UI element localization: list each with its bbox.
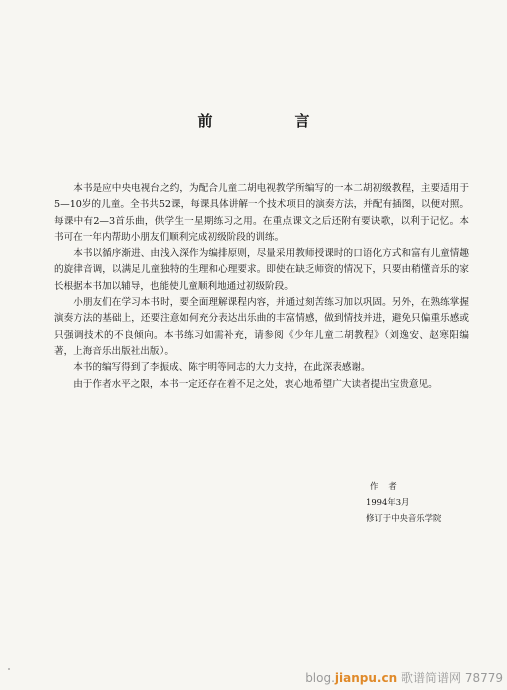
paragraph-5: 由于作者水平之限，本书一定还存在着不足之处，衷心地希望广大读者提出宝贵意见。	[73, 378, 438, 390]
scan-speck	[8, 668, 10, 670]
watermark-label: 歌谱简谱网	[400, 671, 461, 685]
paragraph-4: 本书的编写得到了李振成、陈宇明等同志的大力支持，在此深表感谢。	[73, 362, 371, 374]
preface-body	[54, 181, 469, 393]
title-char-1: 前	[197, 112, 213, 130]
watermark-prefix: blog.	[305, 671, 335, 685]
signature-block	[366, 478, 441, 526]
title-char-2: 言	[294, 112, 310, 130]
watermark-number: 78779	[464, 671, 503, 685]
signature-author: 作者	[370, 481, 407, 491]
signature-note: 修订于中央音乐学院	[366, 513, 442, 523]
signature-date: 1994年3月	[366, 497, 410, 507]
paragraph-2: 本书以循序渐进、由浅入深作为编排原则，尽量采用教师授课时的口语化方式和富有儿童情趣的旋律音调，以满足儿童独特的生理和心理要求。即使在缺乏师资的情况下，只要由稍懂音乐的家长根据本书加以辅导，也能使儿童顺利地通过初级阶段。	[54, 248, 469, 292]
page-title	[0, 110, 507, 131]
watermark	[305, 669, 503, 686]
paragraph-3: 小朋友们在学习本书时，要全面理解课程内容，并通过刻苦练习加以巩固。另外，在熟练掌握演奏方法的基础上，还要注意如何充分表达出乐曲的丰富情感，做到情技并进，避免只偏重乐感或只强调技术的不良倾向。本书练习如需补充，请参阅《少年儿童二胡教程》（刘逸安、赵寒阳编著，上海音乐出版社出版）。	[54, 297, 469, 357]
paragraph-1: 本书是应中央电视台之约，为配合儿童二胡电视教学所编写的一本二胡初级教程，主要适用于5—10岁的儿童。全书共52课，每课具体讲解一个技术项目的演奏方法，并配有插图，以便对照。每课中有2—3首乐曲，供学生一星期练习之用。在重点课文之后还附有要诀歌，以利于记忆。本书可在一年内帮助小朋友们顺利完成初级阶段的训练。	[54, 183, 469, 243]
watermark-site: jianpu.cn	[334, 671, 398, 685]
